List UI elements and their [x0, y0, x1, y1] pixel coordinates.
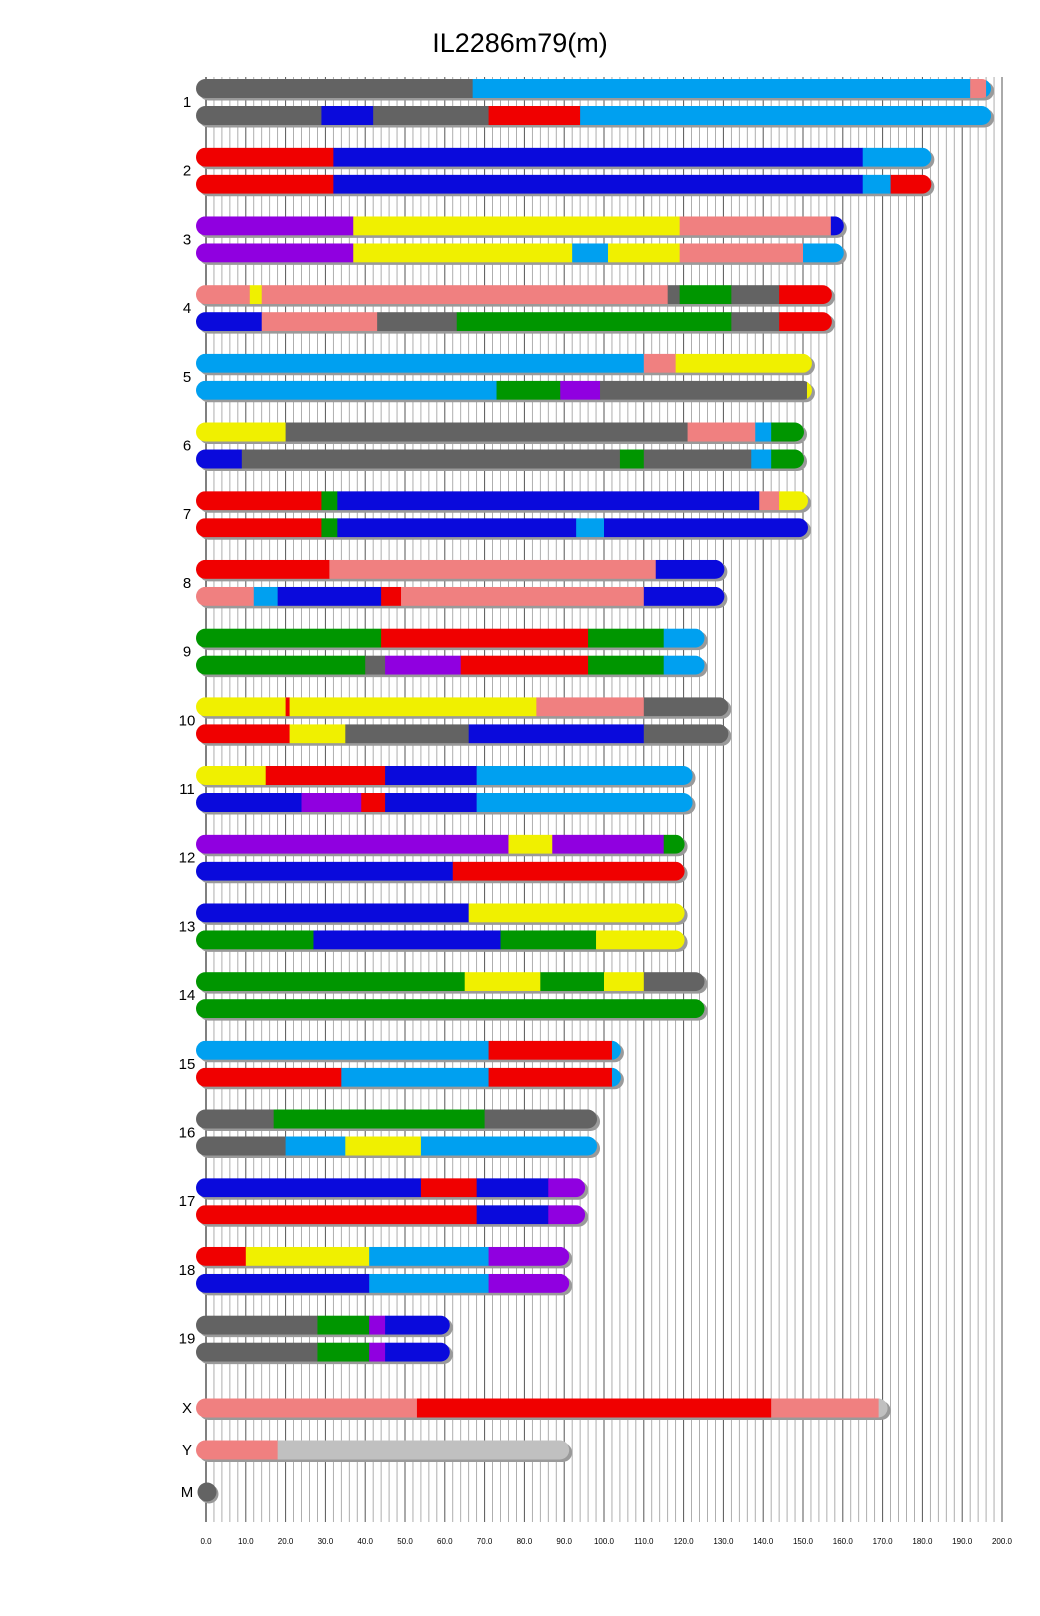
- haplotype-1: [196, 491, 808, 510]
- haplotype-segment-salmon: [688, 423, 756, 442]
- haplotype-segment-blue: [385, 1316, 450, 1335]
- haplotype-1: [196, 79, 991, 98]
- haplotype-segment-red: [196, 1068, 342, 1087]
- haplotype-segment-lightblue: [341, 1068, 489, 1087]
- haplotype-segment-salmon: [644, 354, 676, 373]
- haplotype-segment-red: [361, 793, 385, 812]
- haplotype-segment-lightblue: [369, 1247, 489, 1266]
- x-tick-label: 200.0: [991, 1537, 1013, 1546]
- haplotype-segment-green: [196, 629, 382, 648]
- haplotype-segment-gray: [644, 450, 752, 469]
- chromosome-label: Y: [181, 1442, 193, 1459]
- haplotype-segment-red: [196, 560, 330, 579]
- haplotype-segment-yellow: [353, 216, 680, 235]
- haplotype-2: [196, 1068, 621, 1087]
- haplotype-1: [196, 1247, 570, 1266]
- haplotype-segment-green: [274, 1110, 485, 1129]
- haplotype-segment-green: [321, 518, 337, 537]
- x-tick-label: 60.0: [437, 1537, 453, 1546]
- haplotype-segment-purple: [385, 656, 461, 675]
- haplotype-segment-red: [421, 1178, 477, 1197]
- haplotype-segment-green: [321, 491, 337, 510]
- haplotype-segment-blue: [333, 175, 863, 194]
- haplotype-segment-yellow: [250, 285, 262, 304]
- haplotype-segment-gray: [644, 724, 729, 743]
- chromosome-19: [179, 1316, 453, 1365]
- haplotype-2: [196, 999, 705, 1018]
- chromosome-label: 16: [178, 1124, 196, 1142]
- haplotype-segment-salmon: [262, 312, 378, 331]
- x-tick-label: 170.0: [872, 1537, 893, 1546]
- haplotype-1: [196, 835, 685, 854]
- chromosome-label: 9: [182, 643, 192, 661]
- haplotype-segment-green: [664, 835, 685, 854]
- haplotype-segment-blue: [469, 724, 645, 743]
- haplotype-1: [196, 903, 685, 922]
- haplotype-segment-yellow: [196, 423, 286, 442]
- haplotype-2: [196, 1137, 597, 1156]
- haplotype-segment-yellow: [345, 1137, 421, 1156]
- haplotype-segment-lightgray: [278, 1441, 570, 1460]
- haplotype-segment-gray: [668, 285, 680, 304]
- haplotype-segment-gray: [731, 285, 779, 304]
- haplotype-segment-salmon: [196, 587, 254, 606]
- haplotype-segment-lightblue: [664, 629, 705, 648]
- haplotype-segment-lightblue: [572, 243, 608, 262]
- haplotype-segment-purple: [369, 1316, 385, 1335]
- haplotype-segment-gray: [242, 450, 621, 469]
- haplotype-segment-red: [196, 724, 290, 743]
- haplotype-segment-red: [453, 862, 685, 881]
- haplotype-segment-gray: [196, 1316, 318, 1335]
- x-tick-label: 50.0: [397, 1537, 413, 1546]
- haplotype-dot: [198, 1483, 217, 1502]
- haplotype-segment-yellow: [469, 903, 685, 922]
- haplotype-1: [196, 766, 693, 785]
- haplotype-2: [196, 930, 685, 949]
- haplotype-segment-lightblue: [477, 766, 693, 785]
- haplotype-1: [196, 148, 932, 167]
- haplotype-2: [196, 1274, 570, 1293]
- haplotype-segment-lightblue: [286, 1137, 346, 1156]
- chromosome-2: [183, 148, 935, 197]
- haplotype-segment-purple: [552, 835, 664, 854]
- chromosome-label: 14: [178, 987, 196, 1005]
- chromosome-label: 5: [182, 368, 192, 386]
- haplotype-segment-yellow: [290, 697, 537, 716]
- haplotype-segment-lightblue: [863, 148, 932, 167]
- haplotype-segment-salmon: [329, 560, 656, 579]
- haplotype-segment-gray: [644, 697, 729, 716]
- haplotype-2: [196, 862, 685, 881]
- chromosome-label: X: [181, 1400, 193, 1417]
- haplotype-segment-lightblue: [477, 793, 693, 812]
- haplotype-segment-salmon: [759, 491, 779, 510]
- haplotype-segment-green: [771, 450, 804, 469]
- haplotype-segment-lightblue: [576, 518, 604, 537]
- haplotype-segment-purple: [560, 381, 600, 400]
- haplotype-segment-purple: [302, 793, 362, 812]
- haplotype-segment-yellow: [508, 835, 552, 854]
- x-tick-label: 90.0: [556, 1537, 572, 1546]
- haplotype-segment-gray: [373, 106, 489, 125]
- haplotype-segment-salmon: [771, 1399, 879, 1418]
- chromosome-label: 12: [178, 849, 196, 867]
- haplotype-segment-purple: [548, 1178, 585, 1197]
- chromosome-8: [183, 560, 728, 609]
- haplotype-segment-purple: [489, 1274, 570, 1293]
- haplotype-2: [196, 793, 693, 812]
- chromosome-M: [181, 1483, 219, 1504]
- haplotype-segment-gray: [485, 1110, 598, 1129]
- haplotype-segment-salmon: [680, 243, 804, 262]
- haplotype-segment-lightblue: [580, 106, 991, 125]
- haplotype-segment-green: [588, 629, 664, 648]
- haplotype-segment-blue: [278, 587, 382, 606]
- haplotype-segment-purple: [196, 835, 509, 854]
- haplotype-2: [196, 381, 812, 400]
- haplotype-segment-gray: [286, 423, 688, 442]
- x-tick-label: 100.0: [593, 1537, 615, 1546]
- haplotype-segment-red: [286, 697, 290, 716]
- haplotype-segment-yellow: [196, 697, 286, 716]
- haplotype-segment-blue: [604, 518, 808, 537]
- haplotype-segment-red: [891, 175, 932, 194]
- x-tick-label: 10.0: [238, 1537, 254, 1546]
- haplotype-1: [196, 697, 729, 716]
- haplotype-segment-blue: [196, 312, 262, 331]
- haplotype-segment-green: [196, 656, 366, 675]
- haplotype-segment-lightblue: [755, 423, 771, 442]
- haplotype-segment-red: [196, 1247, 246, 1266]
- x-tick-label: 140.0: [753, 1537, 774, 1546]
- chromosome-label: 6: [182, 437, 192, 455]
- haplotype-segment-blue: [477, 1205, 549, 1224]
- haplotype-segment-blue: [196, 1178, 421, 1197]
- haplotype-segment-blue: [196, 862, 453, 881]
- x-tick-label: 0.0: [200, 1537, 212, 1546]
- haplotype-2: [196, 175, 932, 194]
- haplotype-segment-yellow: [608, 243, 680, 262]
- haplotype-segment-blue: [321, 106, 373, 125]
- haplotype-2: [196, 518, 808, 537]
- haplotype-segment-lightblue: [421, 1137, 598, 1156]
- haplotype-segment-red: [196, 491, 322, 510]
- haplotype-segment-yellow: [465, 972, 541, 991]
- haplotype-segment-gray: [196, 1137, 286, 1156]
- haplotype-segment-purple: [196, 216, 354, 235]
- haplotype-2: [196, 312, 832, 331]
- chromosome-label: 15: [178, 1055, 196, 1073]
- haplotype-2: [196, 450, 804, 469]
- x-tick-label: 180.0: [912, 1537, 933, 1546]
- haplotype-segment-gray: [196, 1110, 274, 1129]
- haplotype-segment-yellow: [196, 766, 266, 785]
- haplotype-segment-red: [461, 656, 589, 675]
- haplotype-segment-lightblue: [254, 587, 278, 606]
- haplotype-segment-green: [771, 423, 804, 442]
- chromosome-label: M: [180, 1484, 194, 1501]
- haplotype-segment-red: [196, 175, 334, 194]
- haplotype-1: [196, 972, 705, 991]
- haplotype-segment-purple: [548, 1205, 585, 1224]
- haplotype-2: [196, 243, 844, 262]
- haplotype-1: [196, 1316, 450, 1335]
- haplotype-1: [196, 285, 832, 304]
- chromosome-6: [183, 423, 807, 472]
- haplotype-segment-red: [779, 285, 832, 304]
- haplotype-segment-gray: [196, 1343, 318, 1362]
- haplotype-2: [196, 724, 729, 743]
- haplotype-segment-green: [457, 312, 732, 331]
- x-tick-label: 40.0: [357, 1537, 373, 1546]
- haplotype-segment-lightblue: [473, 79, 971, 98]
- haplotype-segment-purple: [489, 1247, 570, 1266]
- haplotype-1: [196, 1178, 586, 1197]
- haplotype-segment-lightblue: [196, 381, 497, 400]
- haplotype-segment-salmon: [680, 216, 832, 235]
- haplotype-segment-blue: [385, 766, 477, 785]
- chromosome-label: 1: [182, 94, 192, 111]
- haplotype-segment-gray: [196, 106, 322, 125]
- haplotype-segment-lightblue: [863, 175, 891, 194]
- haplotype-1: [196, 1041, 621, 1060]
- haplotype-segment-salmon: [536, 697, 644, 716]
- haplotype-segment-gray: [731, 312, 779, 331]
- haplotype-segment-yellow: [353, 243, 572, 262]
- chromosome-Y: [182, 1441, 572, 1463]
- haplotype-1: [196, 1441, 570, 1460]
- x-tick-label: 80.0: [516, 1537, 533, 1546]
- haplotype-segment-salmon: [196, 1399, 417, 1418]
- x-tick-label: 120.0: [673, 1537, 694, 1546]
- haplotype-segment-blue: [337, 491, 759, 510]
- haplotype-segment-gray: [196, 79, 473, 98]
- chart-title: IL2286m79(m): [432, 28, 608, 58]
- chromosome-label: 18: [178, 1261, 196, 1279]
- haplotype-1: [196, 216, 844, 235]
- haplotype-segment-blue: [385, 793, 477, 812]
- chromosome-13: [179, 903, 688, 952]
- haplotype-segment-green: [501, 930, 597, 949]
- haplotype-segment-gray: [644, 972, 705, 991]
- haplotype-segment-lightblue: [664, 656, 705, 675]
- chromosome-label: 2: [182, 162, 192, 180]
- chromosome-label: 4: [182, 300, 192, 318]
- haplotype-segment-red: [381, 629, 588, 648]
- haplotype-1: [196, 560, 725, 579]
- haplotype-2: [196, 106, 991, 125]
- haplotype-segment-green: [196, 999, 705, 1018]
- haplotype-1: [196, 1399, 888, 1418]
- haplotype-1: [196, 629, 705, 648]
- chromosome-label: 3: [182, 231, 192, 249]
- chromosome-label: 17: [178, 1193, 196, 1211]
- haplotype-2: [196, 656, 705, 675]
- haplotype-segment-gray: [365, 656, 385, 675]
- haplotype-segment-salmon: [196, 1441, 278, 1460]
- haplotype-segment-blue: [656, 560, 725, 579]
- haplotype-segment-red: [489, 1068, 613, 1087]
- chromosome-label: 8: [182, 574, 192, 592]
- chromosome-label: 11: [179, 781, 195, 798]
- chromosome-label: 13: [178, 918, 196, 936]
- haplotype-segment-green: [196, 930, 314, 949]
- x-tick-label: 160.0: [832, 1537, 853, 1546]
- haplotype-1: [196, 354, 812, 373]
- haplotype-segment-blue: [644, 587, 725, 606]
- haplotype-1: [196, 423, 804, 442]
- x-tick-label: 150.0: [792, 1537, 814, 1546]
- haplotype-segment-purple: [369, 1343, 385, 1362]
- haplotype-segment-salmon: [196, 285, 250, 304]
- chromosome-label: 10: [178, 712, 196, 730]
- haplotype-segment-blue: [196, 1274, 370, 1293]
- haplotype-segment-green: [317, 1343, 369, 1362]
- haplotype-segment-yellow: [604, 972, 644, 991]
- haplotype-segment-red: [779, 312, 832, 331]
- haplotype-segment-blue: [196, 450, 242, 469]
- haplotype-segment-gray: [345, 724, 469, 743]
- haplotype-segment-purple: [196, 243, 354, 262]
- haplotype-1: [196, 1110, 597, 1129]
- chromosome-7: [183, 491, 811, 540]
- haplotype-segment-yellow: [290, 724, 346, 743]
- haplotype-segment-yellow: [676, 354, 813, 373]
- haplotype-segment-gray: [600, 381, 807, 400]
- chromosome-11: [179, 766, 695, 815]
- haplotype-segment-green: [588, 656, 664, 675]
- haplotype-segment-lightblue: [369, 1274, 489, 1293]
- x-tick-label: 20.0: [277, 1537, 294, 1546]
- haplotype-segment-green: [317, 1316, 369, 1335]
- haplotype-2: [196, 587, 725, 606]
- haplotype-segment-lightblue: [196, 1041, 489, 1060]
- haplotype-segment-blue: [477, 1178, 549, 1197]
- haplotype-segment-blue: [196, 793, 302, 812]
- haplotype-2: [196, 1205, 586, 1224]
- x-tick-label: 30.0: [317, 1537, 334, 1546]
- haplotype-segment-green: [620, 450, 644, 469]
- haplotype-segment-green: [497, 381, 561, 400]
- x-tick-label: 190.0: [952, 1537, 973, 1546]
- haplotype-segment-lightblue: [751, 450, 771, 469]
- haplotype-segment-blue: [313, 930, 500, 949]
- haplotype-segment-salmon: [262, 285, 668, 304]
- haplotype-segment-red: [417, 1399, 772, 1418]
- haplotype-segment-lightblue: [196, 354, 644, 373]
- haplotype-segment-green: [680, 285, 732, 304]
- haplotype-segment-red: [266, 766, 386, 785]
- haplotype-segment-blue: [333, 148, 863, 167]
- haplotype-segment-red: [196, 1205, 477, 1224]
- haplotype-segment-red: [381, 587, 401, 606]
- x-tick-label: 110.0: [634, 1537, 654, 1546]
- haplotype-segment-lightblue: [803, 243, 844, 262]
- haplotype-segment-red: [196, 518, 322, 537]
- chromosome-17: [179, 1178, 588, 1227]
- x-tick-label: 70.0: [476, 1537, 493, 1546]
- haplotype-segment-green: [540, 972, 604, 991]
- haplotype-segment-red: [196, 148, 334, 167]
- haplotype-segment-yellow: [596, 930, 685, 949]
- chromosome-label: 19: [178, 1330, 196, 1348]
- chromosome-12: [179, 835, 688, 884]
- chromosome-label: 7: [182, 506, 192, 524]
- haplotype-segment-red: [489, 106, 581, 125]
- haplotype-segment-green: [196, 972, 465, 991]
- haplotype-segment-yellow: [779, 491, 808, 510]
- haplotype-segment-salmon: [401, 587, 644, 606]
- haplotype-segment-salmon: [970, 79, 986, 98]
- haplotype-segment-yellow: [246, 1247, 370, 1266]
- haplotype-segment-gray: [377, 312, 457, 331]
- haplotype-segment-blue: [196, 903, 469, 922]
- haplotype-2: [196, 1343, 450, 1362]
- haplotype-segment-blue: [337, 518, 576, 537]
- haplotype-segment-blue: [385, 1343, 450, 1362]
- x-tick-label: 130.0: [713, 1537, 734, 1546]
- chromosome-X: [182, 1399, 891, 1421]
- haplotype-segment-red: [489, 1041, 613, 1060]
